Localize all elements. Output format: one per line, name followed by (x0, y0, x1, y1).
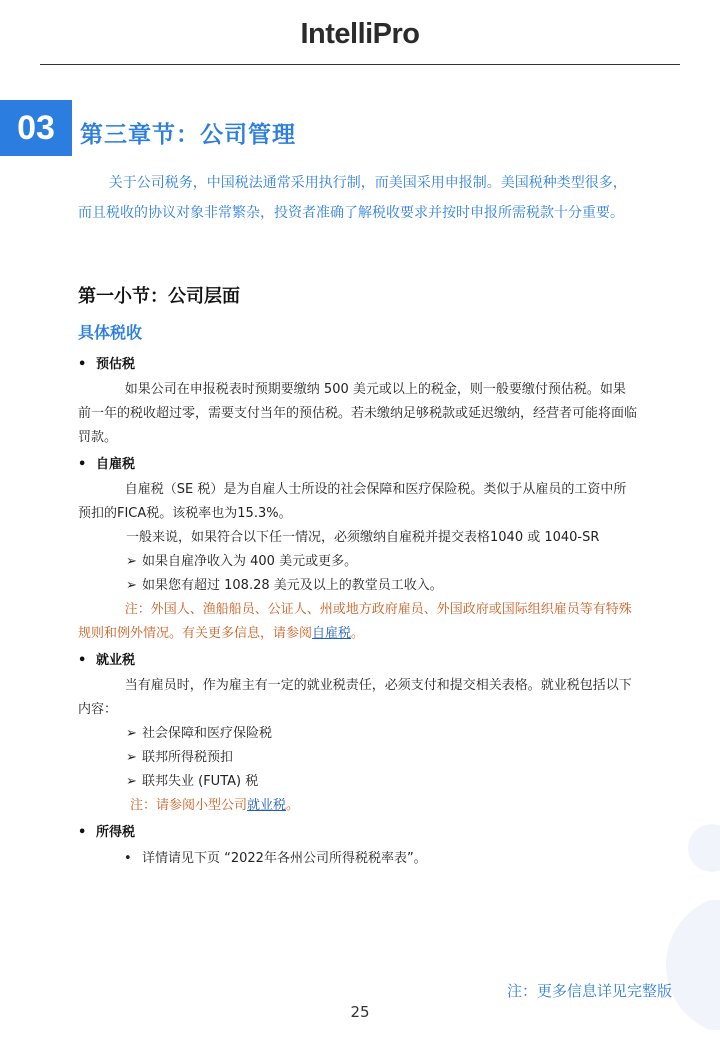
intellipro-logo: IntelliPro (300, 18, 420, 50)
tax-content (78, 352, 638, 872)
bullet-icon: • (78, 457, 87, 472)
list-item: ➢ 如果自雇净收入为 400 美元或更多。 (78, 550, 638, 574)
self-employment-condition: 一般来说，如果符合以下任一情况，必须缴纳自雇税并提交表格1040 或 1040-SR (126, 530, 600, 545)
list-item: ➢ 社会保障和医疗保险税 (78, 722, 638, 746)
bullet-icon: • (78, 653, 87, 668)
arrow-icon: ➢ (126, 774, 137, 789)
employment-tax-link[interactable]: 就业税 (247, 798, 287, 813)
chapter-intro: 关于公司税务，中国税法通常采用执行制，而美国采用申报制。美国税种类型很多，而且税收的协议对象非常繁杂，投资者准确了解税收要求并按时申报所需税款十分重要。 (78, 175, 627, 221)
bullet-heading-self-employment: • 自雇税 (78, 452, 638, 478)
chapter-number-badge: 03 (0, 100, 72, 156)
arrow-icon: ➢ (126, 750, 137, 765)
section-subtitle: 具体税收 (78, 323, 143, 342)
bullet-heading-employment: • 就业税 (78, 648, 638, 674)
page-number: 25 (350, 1003, 370, 1021)
bullet-icon: • (124, 851, 132, 866)
arrow-icon: ➢ (126, 554, 137, 569)
employment-note: 注：请参阅小型公司就业税。 (130, 798, 300, 813)
list-item: • 详情请见下页 “2022年各州公司所得税税率表”。 (78, 846, 638, 872)
self-employment-tax-link[interactable]: 自雇税 (312, 626, 352, 641)
arrow-icon: ➢ (126, 578, 137, 593)
self-employment-note: 注：外国人、渔船船员、公证人、州或地方政府雇员、外国政府或国际组织雇员等有特殊规则和例外情况。有关更多信息，请参阅自雇税。 (78, 602, 632, 641)
bullet-heading-estimated: • 预估税 (78, 352, 638, 378)
bullet-icon: • (78, 357, 87, 372)
list-item: ➢ 如果您有超过 108.28 美元及以上的教堂员工收入。 (78, 574, 638, 598)
estimated-tax-body: 如果公司在申报税表时预期要缴纳 500 美元或以上的税金，则一般要缴付预估税。如果前一年的税收超过零，需要支付当年的预估税。若未缴纳足够税款或延迟缴纳，经营者可能将面临罚款。 (78, 382, 638, 445)
list-item: ➢ 联邦所得税预扣 (78, 746, 638, 770)
arrow-icon: ➢ (126, 726, 137, 741)
page-header (40, 0, 680, 65)
self-employment-body: 自雇税（SE 税）是为自雇人士所设的社会保障和医疗保险税。类似于从雇员的工资中所预扣的FICA税。该税率也为15.3%。 (78, 482, 627, 521)
section-title: 第一小节：公司层面 (78, 286, 240, 307)
bullet-heading-income: • 所得税 (78, 820, 638, 846)
bullet-icon: • (78, 825, 87, 840)
employment-tax-body: 当有雇员时，作为雇主有一定的就业税责任，必须支付和提交相关表格。就业税包括以下内容： (78, 678, 632, 717)
chapter-title: 第三章节：公司管理 (80, 122, 296, 148)
list-item: ➢ 联邦失业 (FUTA) 税 (78, 770, 638, 794)
footer-note: 注：更多信息详见完整版 (506, 982, 672, 1000)
